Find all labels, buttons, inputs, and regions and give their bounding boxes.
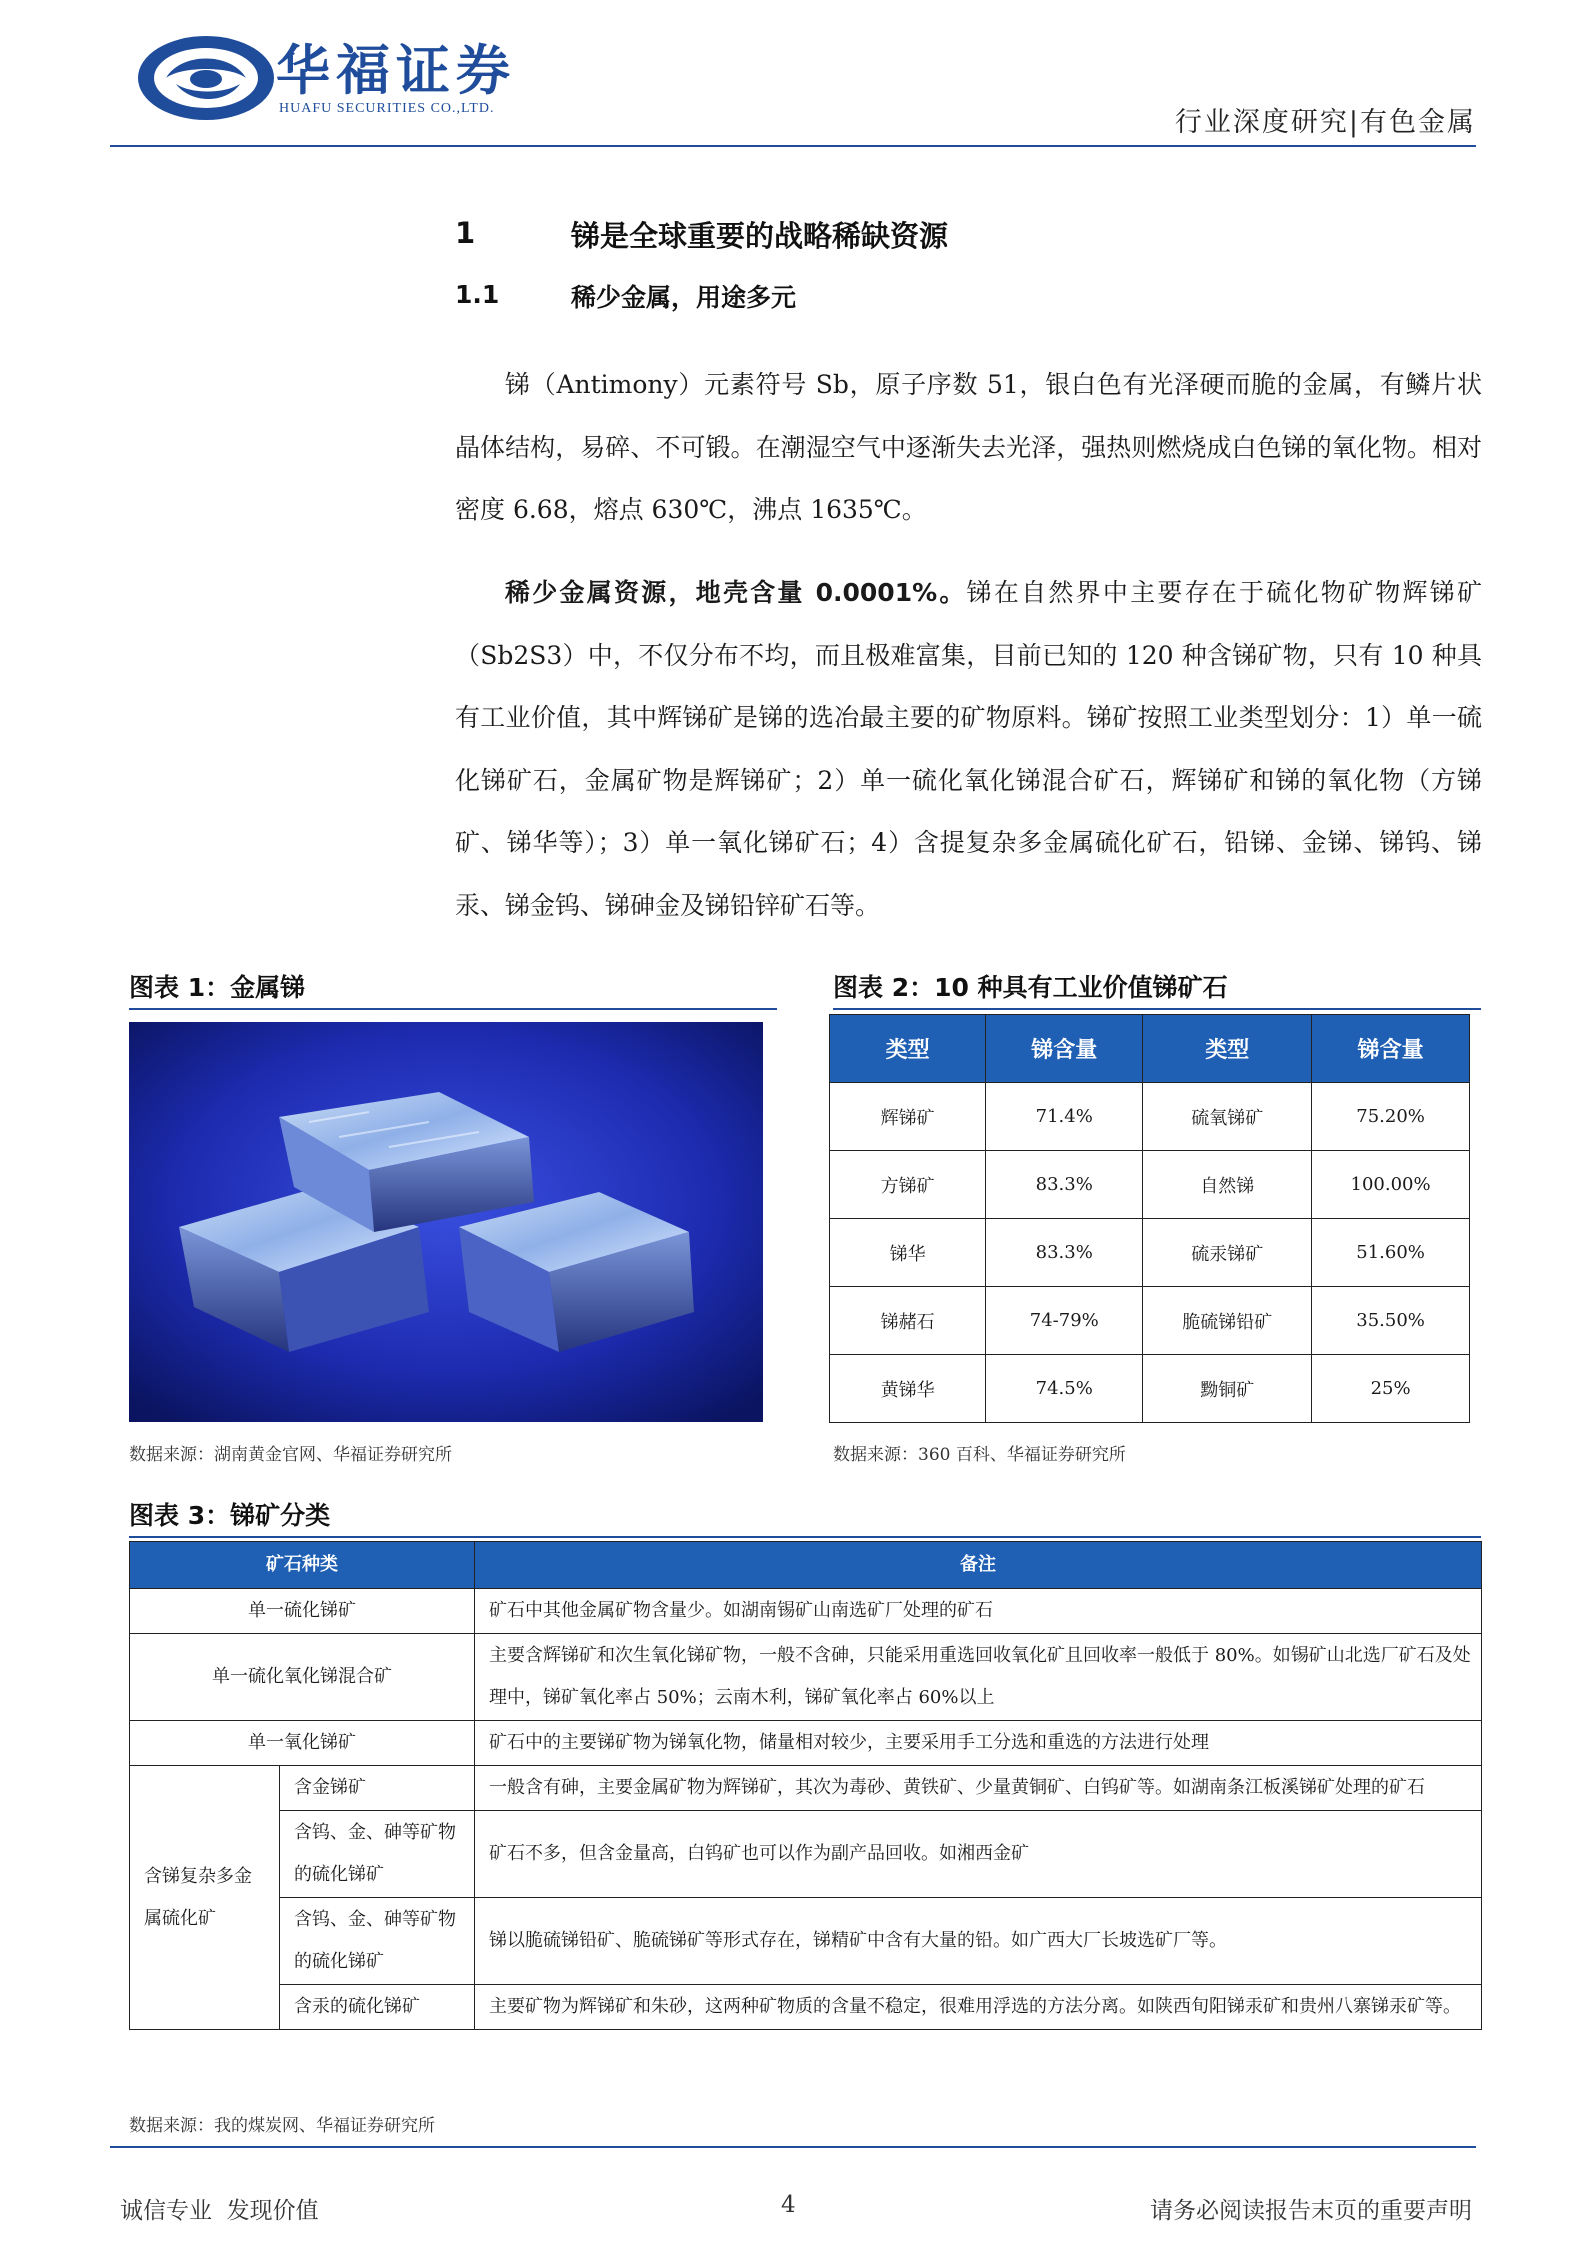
table-row [130, 1634, 1482, 1721]
figure-2-rule [833, 1008, 1481, 1010]
logo-en-text: HUAFU SECURITIES CO.,LTD. [279, 101, 495, 116]
table-cell: 方锑矿 [830, 1151, 986, 1219]
figure-3-source: 数据来源：我的煤炭网、华福证券研究所 [129, 2116, 435, 2136]
ore-classification-table [129, 1541, 1482, 2030]
figure-2-source: 数据来源：360 百科、华福证券研究所 [833, 1445, 1126, 1465]
table-header-row [830, 1015, 1470, 1083]
ore-type-cell: 含金锑矿 [280, 1766, 475, 1811]
col-header: 锑含量 [986, 1015, 1143, 1083]
table-row [130, 1811, 1482, 1898]
figure-3-rule [129, 1536, 1481, 1538]
col-header: 类型 [830, 1015, 986, 1083]
table-header-row [130, 1542, 1482, 1589]
table-cell: 100.00% [1312, 1151, 1470, 1219]
antimony-photo [129, 1022, 763, 1422]
table-row [130, 1985, 1482, 2030]
ore-type-cell: 含钨、金、砷等矿物的硫化锑矿 [280, 1811, 475, 1898]
ore-note-cell: 一般含有砷，主要金属矿物为辉锑矿，其次为毒砂、黄铁矿、少量黄铜矿、白钨矿等。如湖南条江板溪锑矿处理的矿石 [475, 1766, 1482, 1811]
paragraph-2 [455, 562, 1482, 937]
ore-note-cell: 锑以脆硫锑铅矿、脆硫锑矿等形式存在，锑精矿中含有大量的铅。如广西大厂长坡选矿厂等。 [475, 1898, 1482, 1985]
paragraph-2-lead: 稀少金属资源，地壳含量 0.0001%。 [505, 578, 967, 607]
table-row [830, 1287, 1470, 1355]
table-cell: 锑华 [830, 1219, 986, 1287]
figure-1-title: 图表 1：金属锑 [129, 973, 306, 1002]
ore-note-cell: 矿石中其他金属矿物含量少。如湖南锡矿山南选矿厂处理的矿石 [475, 1589, 1482, 1634]
paragraph-1 [455, 354, 1482, 542]
table-cell: 硫氧锑矿 [1143, 1083, 1312, 1151]
subsection-number: 1.1 [455, 280, 500, 309]
table-cell: 83.3% [986, 1151, 1143, 1219]
table-cell: 硫汞锑矿 [1143, 1219, 1312, 1287]
table-cell: 51.60% [1312, 1219, 1470, 1287]
footer-slogan: 诚信专业 发现价值 [120, 2198, 319, 2224]
table-cell: 25% [1312, 1355, 1470, 1423]
table-cell: 黄锑华 [830, 1355, 986, 1423]
paragraph-1-text: 锑（Antimony）元素符号 Sb，原子序数 51，银白色有光泽硬而脆的金属，有鳞片状晶体结构，易碎、不可锻。在潮湿空气中逐渐失去光泽，强热则燃烧成白色锑的氧化物。相对密度 6.68，熔点 630℃，沸点 1635℃。 [455, 370, 1482, 524]
figure-1-source: 数据来源：湖南黄金官网、华福证券研究所 [129, 1445, 452, 1465]
table-row [830, 1355, 1470, 1423]
table-cell: 71.4% [986, 1083, 1143, 1151]
logo [136, 32, 286, 124]
table-row [130, 1721, 1482, 1766]
ore-value-table [829, 1014, 1470, 1423]
table-row [830, 1151, 1470, 1219]
table-row [830, 1219, 1470, 1287]
table-cell: 脆硫锑铅矿 [1143, 1287, 1312, 1355]
figure-3-title: 图表 3：锑矿分类 [129, 1501, 331, 1530]
ore-note-cell: 矿石不多，但含金量高，白钨矿也可以作为副产品回收。如湘西金矿 [475, 1811, 1482, 1898]
ore-type-cell: 单一硫化氧化锑混合矿 [130, 1634, 475, 1721]
col-header: 备注 [475, 1542, 1482, 1589]
page-number: 4 [781, 2192, 796, 2218]
table-cell: 74.5% [986, 1355, 1143, 1423]
section-number: 1 [455, 216, 476, 250]
figure-1-rule [129, 1008, 777, 1010]
table-row [830, 1083, 1470, 1151]
subsection-title: 稀少金属，用途多元 [571, 283, 797, 312]
ore-note-cell: 矿石中的主要锑矿物为锑氧化物，储量相对较少，主要采用手工分选和重选的方法进行处理 [475, 1721, 1482, 1766]
table-row [130, 1766, 1482, 1811]
ore-note-cell: 主要含辉锑矿和次生氧化锑矿物，一般不含砷，只能采用重选回收氧化矿且回收率一般低于 80%。如锡矿山北选厂矿石及处理中，锑矿氧化率占 50%；云南木利，锑矿氧化率占 60%以上 [475, 1634, 1482, 1721]
col-header: 锑含量 [1312, 1015, 1470, 1083]
ore-type-cell: 含汞的硫化锑矿 [280, 1985, 475, 2030]
table-cell: 黝铜矿 [1143, 1355, 1312, 1423]
table-row [130, 1589, 1482, 1634]
ore-type-cell: 含钨、金、砷等矿物的硫化锑矿 [280, 1898, 475, 1985]
report-type: 行业深度研究|有色金属 [1174, 107, 1476, 138]
table-cell: 74-79% [986, 1287, 1143, 1355]
table-cell: 辉锑矿 [830, 1083, 986, 1151]
logo-cn-text: 华福证券 [276, 38, 516, 102]
table-cell: 锑赭石 [830, 1287, 986, 1355]
ore-group-cell: 含锑复杂多金属硫化矿 [130, 1766, 280, 2030]
ore-note-cell: 主要矿物为辉锑矿和朱砂，这两种矿物质的含量不稳定，很难用浮选的方法分离。如陕西旬阳锑汞矿和贵州八寨锑汞矿等。 [475, 1985, 1482, 2030]
table-cell: 75.20% [1312, 1083, 1470, 1151]
footer-rule [110, 2146, 1476, 2148]
ore-type-cell: 单一氧化锑矿 [130, 1721, 475, 1766]
table-row [130, 1898, 1482, 1985]
paragraph-2-text: 锑在自然界中主要存在于硫化物矿物辉锑矿（Sb2S3）中，不仅分布不均，而且极难富集，目前已知的 120 种含锑矿物，只有 10 种具有工业价值，其中辉锑矿是锑的选冶最主要的矿物原料。锑矿按照工业类型划分：1）单一硫化锑矿石，金属矿物是辉锑矿；2）单一硫化氧化锑混合矿石，辉锑矿和锑的氧化物（方锑矿、锑华等）；3）单一氧化锑矿石；4）含提复杂多金属硫化矿石，铅锑、金锑、锑钨、锑汞、锑金钨、锑砷金及锑铅锌矿石等。 [455, 578, 1482, 920]
table-cell: 83.3% [986, 1219, 1143, 1287]
table-cell: 35.50% [1312, 1287, 1470, 1355]
section-title: 锑是全球重要的战略稀缺资源 [571, 219, 949, 253]
ore-type-cell: 单一硫化锑矿 [130, 1589, 475, 1634]
footer-disclaimer: 请务必阅读报告末页的重要声明 [1150, 2198, 1472, 2224]
table-cell: 自然锑 [1143, 1151, 1312, 1219]
header-rule [110, 145, 1476, 147]
logo-icon [136, 32, 286, 124]
figure-2-title: 图表 2：10 种具有工业价值锑矿石 [833, 973, 1228, 1002]
col-header: 矿石种类 [130, 1542, 475, 1589]
col-header: 类型 [1143, 1015, 1312, 1083]
